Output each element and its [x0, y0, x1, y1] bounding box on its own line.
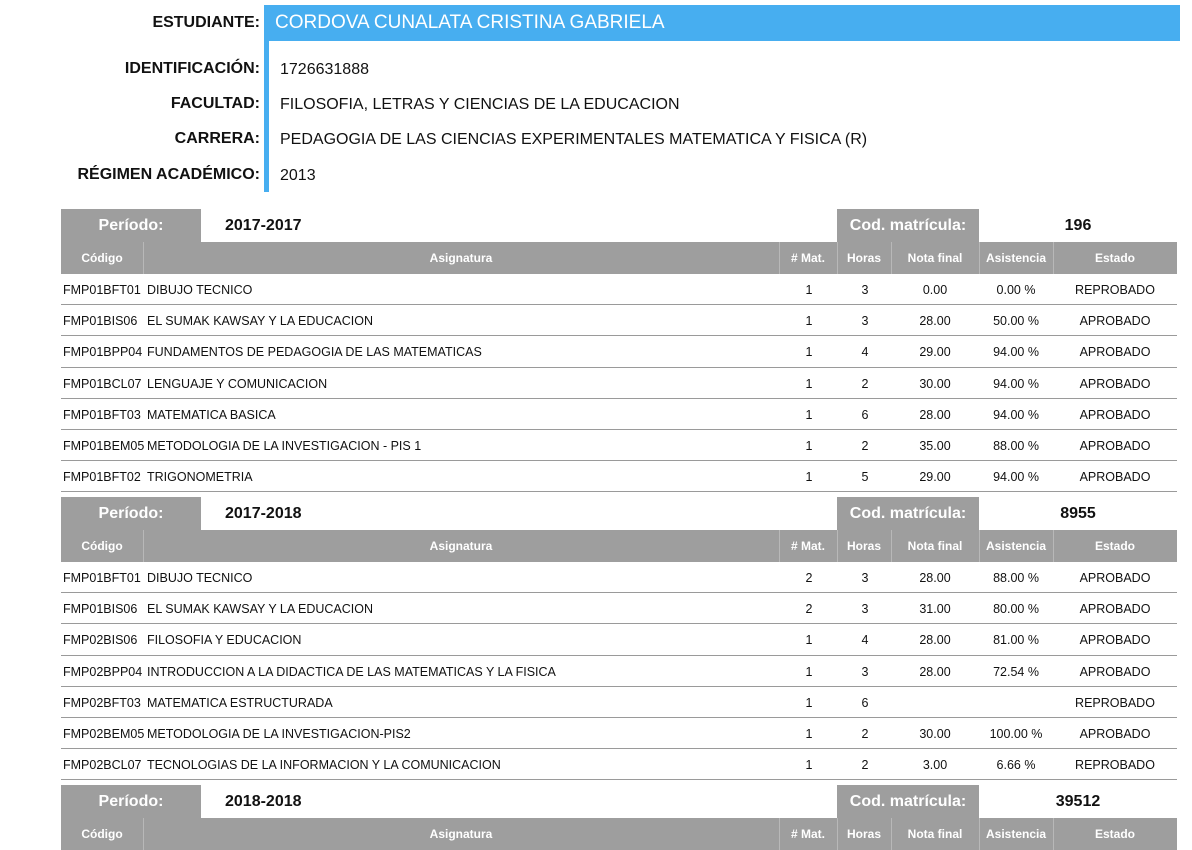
course-enrollment-count: 1: [805, 758, 813, 773]
course-final-grade: 29.00: [919, 470, 951, 485]
student-id: 1726631888: [280, 61, 369, 78]
column-divider: [891, 242, 892, 274]
course-enrollment-count: 1: [805, 664, 813, 679]
column-header-grade: Nota final: [907, 251, 963, 265]
table-row: [61, 274, 1177, 305]
course-code: FMP02BPP04: [63, 664, 143, 679]
column-divider: [1053, 530, 1054, 562]
column-divider: [779, 242, 780, 274]
column-header-hours: Horas: [846, 539, 881, 553]
course-hours: 4: [861, 633, 869, 648]
course-code: FMP01BFT01: [63, 571, 141, 585]
student-header: [0, 0, 1192, 200]
column-header-status: Estado: [1094, 827, 1135, 841]
course-final-grade: 28.00: [919, 571, 951, 585]
enrollment-code-label: Cod. matrícula:: [837, 785, 979, 818]
course-attendance: [979, 687, 1053, 717]
course-code: FMP01BFT01: [63, 283, 141, 297]
table-row: [61, 461, 1177, 492]
course-status: APROBADO: [1079, 376, 1151, 391]
course-hours: 6: [861, 407, 869, 422]
table-row: [61, 562, 1177, 593]
course-subject: FILOSOFIA Y EDUCACION: [147, 633, 302, 648]
course-attendance: 100.00 %: [989, 726, 1043, 741]
course-hours: 2: [861, 758, 869, 773]
course-final-grade: [891, 687, 979, 717]
period-value: 2017-2017: [201, 209, 837, 242]
course-status: APROBADO: [1079, 633, 1151, 648]
period-header: [61, 785, 1177, 818]
course-subject: INTRODUCCION A LA DIDACTICA DE LAS MATEMATICAS Y LA FISICA: [147, 664, 556, 679]
enrollment-code-label: Cod. matrícula:: [837, 209, 979, 242]
course-hours: 5: [861, 470, 869, 485]
course-code: FMP02BEM05: [63, 726, 145, 741]
column-header-grade: Nota final: [907, 539, 963, 553]
column-header-code: Código: [81, 827, 123, 841]
course-final-grade: 3.00: [922, 758, 948, 773]
column-header-attendance: Asistencia: [985, 827, 1047, 841]
column-header-subject: Asignatura: [429, 539, 493, 553]
course-final-grade: 30.00: [919, 726, 951, 741]
column-header-code: Código: [81, 251, 123, 265]
course-status: APROBADO: [1079, 726, 1151, 741]
enrollment-code-value: 196: [979, 209, 1177, 242]
course-final-grade: 30.00: [919, 376, 951, 391]
column-header-status: Estado: [1094, 251, 1135, 265]
course-status: REPROBADO: [1075, 283, 1155, 297]
course-enrollment-count: 1: [805, 438, 813, 453]
faculty-value: FILOSOFIA, LETRAS Y CIENCIAS DE LA EDUCACION: [280, 96, 680, 113]
course-subject: MATEMATICA BASICA: [147, 407, 276, 422]
course-hours: 6: [861, 695, 869, 710]
column-header-grade: Nota final: [907, 827, 963, 841]
course-attendance: 72.54 %: [993, 664, 1039, 679]
column-divider: [1053, 818, 1054, 850]
enrollment-code-value: 39512: [979, 785, 1177, 818]
column-header-hours: Horas: [846, 251, 881, 265]
table-row: [61, 593, 1177, 624]
course-attendance: 94.00 %: [993, 345, 1039, 360]
course-attendance: 0.00 %: [996, 283, 1036, 297]
column-header-mat: # Mat.: [790, 251, 825, 265]
column-divider: [837, 242, 838, 274]
course-enrollment-count: 1: [805, 726, 813, 741]
period-header: [61, 209, 1177, 242]
course-final-grade: 28.00: [919, 664, 951, 679]
course-status: REPROBADO: [1075, 758, 1155, 773]
table-row: [61, 656, 1177, 687]
column-divider: [143, 818, 144, 850]
course-subject: TRIGONOMETRIA: [147, 470, 253, 485]
table-header-row: [61, 818, 1177, 850]
table-row: [61, 399, 1177, 430]
period-value: 2018-2018: [201, 785, 837, 818]
course-final-grade: 28.00: [919, 407, 951, 422]
course-enrollment-count: 2: [805, 571, 813, 585]
period-header: [61, 497, 1177, 530]
course-enrollment-count: 1: [805, 695, 813, 710]
course-subject: DIBUJO TECNICO: [147, 571, 253, 585]
course-attendance: 94.00 %: [993, 376, 1039, 391]
course-code: FMP02BFT03: [63, 695, 141, 710]
course-status: APROBADO: [1079, 345, 1151, 360]
course-final-grade: 0.00: [922, 283, 948, 297]
career-label: CARRERA:: [174, 130, 260, 147]
course-hours: 3: [861, 283, 869, 297]
student-name-label: ESTUDIANTE:: [152, 14, 260, 31]
column-divider: [979, 530, 980, 562]
course-enrollment-count: 1: [805, 314, 813, 329]
course-subject: METODOLOGIA DE LA INVESTIGACION - PIS 1: [147, 438, 422, 453]
column-divider: [979, 242, 980, 274]
course-status: APROBADO: [1079, 407, 1151, 422]
course-enrollment-count: 1: [805, 407, 813, 422]
course-code: FMP01BIS06: [63, 602, 138, 617]
course-status: APROBADO: [1079, 438, 1151, 453]
table-header-row: [61, 242, 1177, 274]
period-block: [61, 785, 1177, 850]
column-header-code: Código: [81, 539, 123, 553]
course-subject: METODOLOGIA DE LA INVESTIGACION-PIS2: [147, 726, 411, 741]
course-status: APROBADO: [1079, 470, 1151, 485]
column-divider: [891, 530, 892, 562]
student-id-label: IDENTIFICACIÓN:: [124, 60, 260, 77]
course-attendance: 80.00 %: [993, 602, 1039, 617]
course-status: REPROBADO: [1075, 695, 1155, 710]
faculty-label: FACULTAD:: [170, 95, 260, 112]
column-divider: [837, 818, 838, 850]
course-subject: EL SUMAK KAWSAY Y LA EDUCACION: [147, 602, 374, 617]
table-row: [61, 305, 1177, 336]
course-hours: 2: [861, 376, 869, 391]
course-enrollment-count: 2: [805, 602, 813, 617]
course-final-grade: 31.00: [919, 602, 951, 617]
course-final-grade: 29.00: [919, 345, 951, 360]
course-subject: TECNOLOGIAS DE LA INFORMACION Y LA COMUNICACION: [147, 758, 501, 773]
course-attendance: 50.00 %: [993, 314, 1039, 329]
column-header-status: Estado: [1094, 539, 1135, 553]
column-header-attendance: Asistencia: [985, 539, 1047, 553]
course-code: FMP02BIS06: [63, 633, 138, 648]
column-header-mat: # Mat.: [790, 827, 825, 841]
course-attendance: 88.00 %: [993, 438, 1039, 453]
column-divider: [143, 530, 144, 562]
course-code: FMP02BCL07: [63, 758, 142, 773]
course-code: FMP01BIS06: [63, 314, 138, 329]
course-hours: 2: [861, 438, 869, 453]
course-status: APROBADO: [1079, 664, 1151, 679]
table-row: [61, 718, 1177, 749]
column-header-mat: # Mat.: [790, 539, 825, 553]
student-name: CORDOVA CUNALATA CRISTINA GABRIELA: [275, 12, 665, 33]
table-row: [61, 624, 1177, 655]
table-row: [61, 687, 1177, 718]
table-row: [61, 368, 1177, 399]
course-code: FMP01BCL07: [63, 376, 142, 391]
period-label: Período:: [61, 209, 201, 242]
course-final-grade: 28.00: [919, 633, 951, 648]
column-header-subject: Asignatura: [429, 827, 493, 841]
period-label: Período:: [61, 785, 201, 818]
course-code: FMP01BFT02: [63, 470, 141, 485]
course-hours: 4: [861, 345, 869, 360]
period-block: [61, 209, 1177, 492]
course-attendance: 88.00 %: [993, 571, 1039, 585]
course-subject: DIBUJO TECNICO: [147, 283, 253, 297]
column-divider: [779, 530, 780, 562]
column-divider: [1053, 242, 1054, 274]
course-status: APROBADO: [1079, 571, 1151, 585]
column-divider: [837, 530, 838, 562]
course-enrollment-count: 1: [805, 470, 813, 485]
course-hours: 2: [861, 726, 869, 741]
enrollment-code-value: 8955: [979, 497, 1177, 530]
column-header-hours: Horas: [846, 827, 881, 841]
column-divider: [779, 818, 780, 850]
course-enrollment-count: 1: [805, 376, 813, 391]
course-attendance: 6.66 %: [996, 758, 1036, 773]
regime-label: RÉGIMEN ACADÉMICO:: [77, 166, 260, 183]
period-value: 2017-2018: [201, 497, 837, 530]
course-code: FMP01BPP04: [63, 345, 143, 360]
regime-value: 2013: [280, 167, 316, 184]
column-divider: [143, 242, 144, 274]
course-subject: MATEMATICA ESTRUCTURADA: [147, 695, 333, 710]
course-hours: 3: [861, 314, 869, 329]
course-attendance: 94.00 %: [993, 470, 1039, 485]
column-header-subject: Asignatura: [429, 251, 493, 265]
course-status: APROBADO: [1079, 602, 1151, 617]
course-hours: 3: [861, 664, 869, 679]
course-subject: FUNDAMENTOS DE PEDAGOGIA DE LAS MATEMATICAS: [147, 345, 482, 360]
course-subject: EL SUMAK KAWSAY Y LA EDUCACION: [147, 314, 374, 329]
table-row: [61, 430, 1177, 461]
table-header-row: [61, 530, 1177, 562]
column-header-attendance: Asistencia: [985, 251, 1047, 265]
course-code: FMP01BEM05: [63, 438, 145, 453]
course-final-grade: 35.00: [919, 438, 951, 453]
course-hours: 3: [861, 602, 869, 617]
career-value: PEDAGOGIA DE LAS CIENCIAS EXPERIMENTALES MATEMATICA Y FISICA (R): [280, 131, 868, 148]
course-enrollment-count: 1: [805, 633, 813, 648]
column-divider: [891, 818, 892, 850]
period-block: [61, 497, 1177, 780]
table-row: [61, 336, 1177, 367]
course-attendance: 81.00 %: [993, 633, 1039, 648]
period-label: Período:: [61, 497, 201, 530]
course-enrollment-count: 1: [805, 345, 813, 360]
course-hours: 3: [861, 571, 869, 585]
course-attendance: 94.00 %: [993, 407, 1039, 422]
table-row: [61, 749, 1177, 780]
course-final-grade: 28.00: [919, 314, 951, 329]
column-divider: [979, 818, 980, 850]
course-enrollment-count: 1: [805, 283, 813, 297]
enrollment-code-label: Cod. matrícula:: [837, 497, 979, 530]
course-code: FMP01BFT03: [63, 407, 141, 422]
course-subject: LENGUAJE Y COMUNICACION: [147, 376, 328, 391]
course-status: APROBADO: [1079, 314, 1151, 329]
